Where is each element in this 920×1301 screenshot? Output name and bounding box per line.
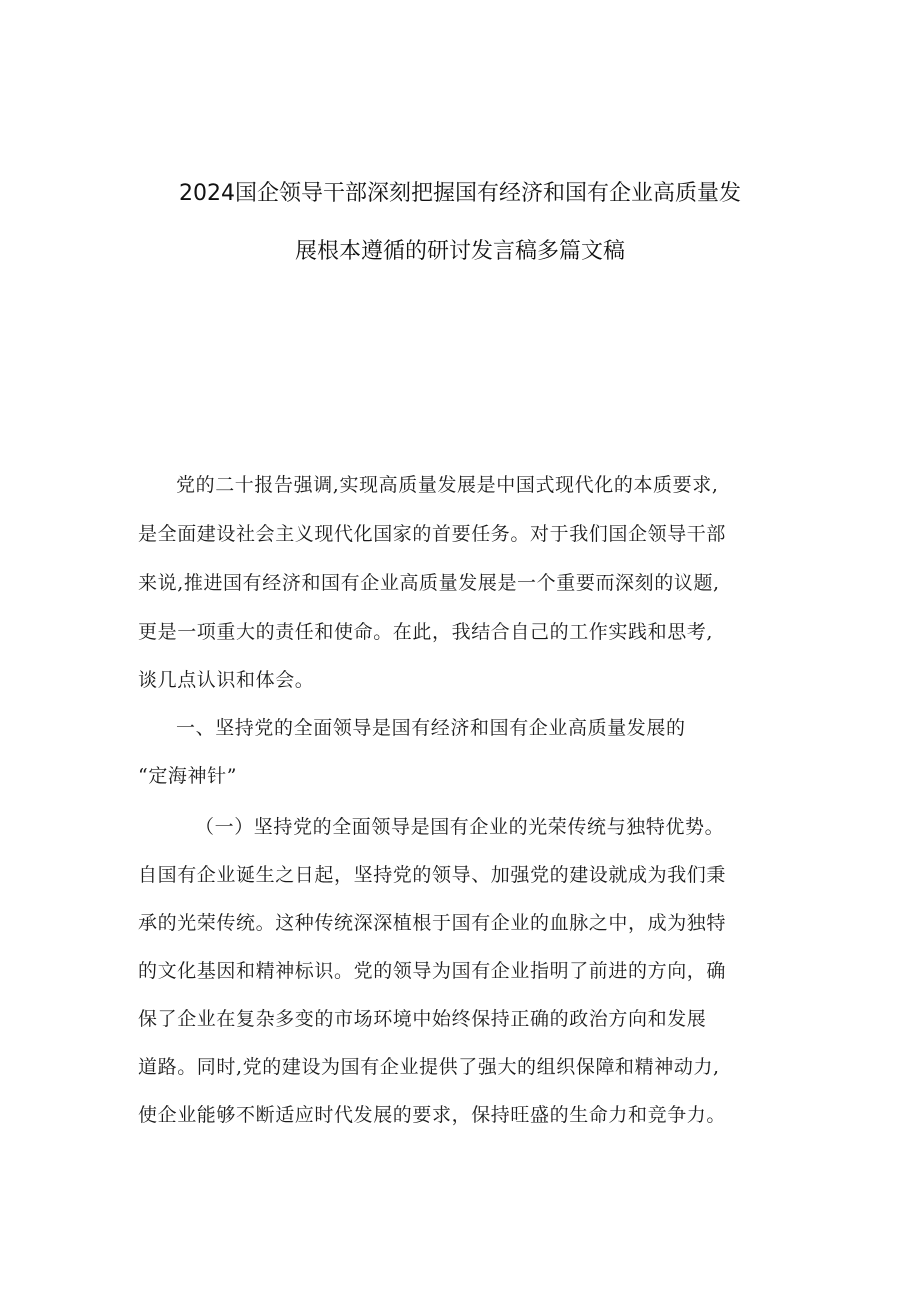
intro-paragraph-line: 党的二十报告强调,实现高质量发展是中国式现代化的本质要求, [176,474,719,496]
intro-paragraph-line: 更是一项重大的责任和使命。在此，我结合自己的工作实践和思考, [138,621,714,643]
document-title-line-2: 展根本遵循的研讨发言稿多篇文稿 [294,239,625,264]
document-title-line-1: 2024国企领导干部深刻把握国有经济和国有企业高质量发 [179,181,741,206]
subsection-paragraph-line: 道路。同时,党的建设为国有企业提供了强大的组织保障和精神动力, [138,1056,720,1078]
subsection-paragraph-line: 自国有企业诞生之日起，坚持党的领导、加强党的建设就成为我们秉 [138,864,727,886]
subsection-paragraph-line: 承的光荣传统。这种传统深深植根于国有企业的血脉之中，成为独特 [138,912,727,934]
intro-paragraph-line: 来说,推进国有经济和国有企业高质量发展是一个重要而深刻的议题, [138,572,720,594]
section-heading-line: “定海神针” [138,765,238,787]
subsection-paragraph-line: 的文化基因和精神标识。党的领导为国有企业指明了前进的方向，确 [138,960,727,982]
intro-paragraph-line: 是全面建设社会主义现代化国家的首要任务。对于我们国企领导干部 [138,523,727,545]
subsection-paragraph-line: 使企业能够不断适应时代发展的要求，保持旺盛的生命力和竞争力。 [138,1104,727,1126]
subsection-paragraph-line: （一）坚持党的全面领导是国有企业的光荣传统与独特优势。 [195,816,725,838]
intro-paragraph-line: 谈几点认识和体会。 [138,669,315,691]
section-heading-line: 一、坚持党的全面领导是国有经济和国有企业高质量发展的 [176,717,686,739]
subsection-paragraph-line: 保了企业在复杂多变的市场环境中始终保持正确的政治方向和发展 [138,1008,707,1030]
